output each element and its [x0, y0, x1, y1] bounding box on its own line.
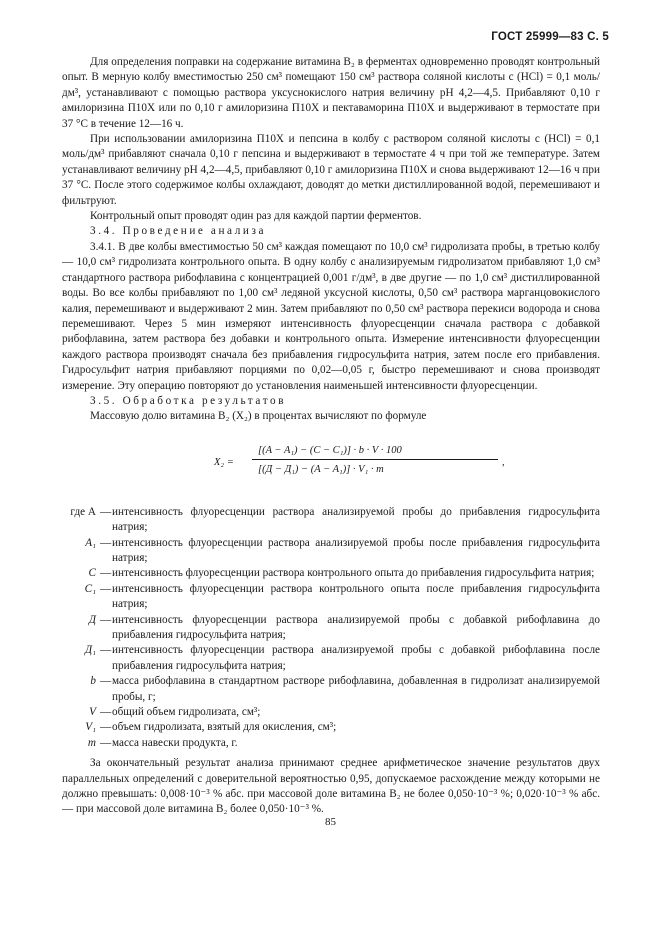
paragraph: 3.4.1. В две колбы вместимостью 50 см³ каждая помещают по 10,0 см³ гидролизата пробы, в третью колбу — 10,0 см³ гидролизата контрольного опыта. В одну колбу с анализируемым гидролизатом прибавляют 1,0 см³ стандартного раствора рибофлавина с концентрацией 0,001 г/дм³, в две другие — по 1,0 см³ дистиллированной воды. Во все колбы прибавляют по 1,00 см³ ледяной уксусной кислоты, 0,50 см³ раствора марганцовокислого калия, перемешивают и выдерживают 2 мин. Затем прибавляют по 0,50 см³ раствора перекиси водорода и снова перемешивают. Через 5 мин измеряют интенсивность флуоресценции сначала раствора с добавкой рибофлавина, затем раствора без добавки и контрольного опыта. Измерение интенсивности флуоресценции каждого раствора производят сначала без прибавления гидросульфита натрия, затем после его прибавления. Гидросульфит натрия прибавляют порциями по 0,02—0,05 г, быстро перемешивают и снова производят измерение. Эту операцию повторяют до установления наименьшей интенсивности флуоресценции.: [62, 240, 600, 392]
section-heading: 3.5. Обработка результатов: [90, 394, 287, 407]
definition-item: V — общий объем гидролизата, см³;: [62, 705, 600, 720]
definition-text: общий объем гидролизата, см³;: [112, 706, 261, 719]
paragraph: Для определения поправки на содержание витамина B₂ в ферментах одновременно проводят контрольный опыт. В мерную колбу вместимостью 250 см³ помещают 150 см³ раствора соляной кислоты c (HCl) = 0,1 моль/дм³, устанавливают с помощью раствора уксуснокислого натрия величину рН 4,2—4,5. Прибавляют 0,10 г амилоризина П10Х или по 0,10 г амилоризина П10Х и пектаваморина П10Х и выдерживают в термостате при 37 °С в течение 12—16 ч.: [62, 56, 600, 130]
definition-symbol: C₁: [84, 582, 96, 595]
definition-item: C — интенсивность флуоресценции раствора контрольного опыта до прибавления гидросульфита натрия;: [62, 566, 600, 581]
definition-text: интенсивность флуоресценции раствора анализируемой пробы после прибавления гидросульфита натрия;: [112, 536, 600, 564]
definition-symbol: V₁: [85, 721, 96, 734]
definitions-list: [62, 505, 600, 752]
definition-symbol: где A: [70, 505, 96, 518]
definition-text: интенсивность флуоресценции раствора анализируемой пробы с добавкой рибофлавина после прибавления гидросульфита натрия;: [112, 644, 600, 672]
definition-text: интенсивность флуоресценции раствора анализируемой пробы до прибавления гидросульфита натрия;: [112, 505, 600, 534]
definition-item: Д — интенсивность флуоресценции раствора анализируемой пробы с добавкой рибофлавина до прибавления гидросульфита натрия;: [62, 613, 600, 644]
paragraph: За окончательный результат анализа принимают среднее арифметическое значение результатов двух параллельных определений с доверительной вероятностью 0,95, допускаемое расхождение между которыми не должно превышать: 0,008·10⁻³ % абс. при массовой доле витамина B₂ не более 0,050·10⁻³ %; 0,020·10⁻³ % абс. — при массовой доле витамина B₂ более 0,050·10⁻³ %.: [62, 757, 600, 816]
definition-text: интенсивность флуоресценции раствора контрольного опыта после прибавления гидросульфита натрия;: [112, 582, 600, 611]
definition-text: масса рибофлавина в стандартном растворе рибофлавина, добавленная в гидролизат анализируемой пробы, г;: [112, 675, 600, 703]
definition-symbol: m: [87, 736, 96, 749]
definition-symbol: Д₁: [84, 644, 96, 657]
paragraph: При использовании амилоризина П10Х и пепсина в колбу с раствором соляной кислоты c (HCl) = 0,1 моль/дм³ прибавляют сначала 0,10 г пепсина и выдерживают в термостате 4 ч при той же температуре. Затем устанавливают величину рН 4,2—4,5, прибавляют 0,10 г амилоризина П10Х и снова выдерживают 12—16 ч при 37 °С. После этого содержимое колбы охлаждают, доводят до метки дистиллированной водой, перемешивают и фильтруют.: [62, 133, 600, 207]
section-heading: 3.4. Проведение анализа: [90, 225, 267, 238]
formula-lhs: X₂ =: [214, 456, 234, 468]
definition-text: объем гидролизата, взятый для окисления, см³;: [112, 721, 337, 734]
definition-text: масса навески продукта, г.: [112, 736, 238, 749]
definition-item: C₁ — интенсивность флуоресценции раствора контрольного опыта после прибавления гидросульфита натрия;: [62, 582, 600, 613]
definition-item: b — масса рибофлавина в стандартном растворе рибофлавина, добавленная в гидролизат анализируемой пробы, г;: [62, 674, 600, 705]
definition-symbol: V: [89, 706, 96, 719]
definition-item: где A — интенсивность флуоресценции раствора анализируемой пробы до прибавления гидросульфита натрия;: [62, 505, 600, 536]
definition-symbol: A₁: [85, 536, 96, 549]
formula: [62, 439, 600, 493]
page-number: 85: [325, 816, 336, 828]
definition-item: Д₁ — интенсивность флуоресценции раствора анализируемой пробы с добавкой рибофлавина после прибавления гидросульфита натрия;: [62, 643, 600, 674]
definition-item: V₁ — объем гидролизата, взятый для окисления, см³;: [62, 720, 600, 735]
definition-text: интенсивность флуоресценции раствора контрольного опыта до прибавления гидросульфита натрия;: [112, 567, 595, 580]
document-body: [62, 55, 600, 818]
fraction-bar: [252, 459, 498, 460]
page-header: ГОСТ 25999—83 С. 5: [491, 31, 609, 43]
definition-text: интенсивность флуоресценции раствора анализируемой пробы с добавкой рибофлавина до прибавления гидросульфита натрия;: [112, 613, 600, 641]
formula-trailing: ,: [502, 456, 505, 468]
formula-numerator: [(A − A₁) − (C − C₁)] · b · V · 100: [258, 444, 402, 456]
definition-symbol: b: [90, 675, 96, 688]
paragraph: Контрольный опыт проводят один раз для каждой партии ферментов.: [90, 210, 422, 223]
definition-symbol: Д: [88, 613, 96, 626]
definition-item: A₁ — интенсивность флуоресценции раствора анализируемой пробы после прибавления гидросульфита натрия;: [62, 536, 600, 567]
paragraph: Массовую долю витамина B₂ (X₂) в процентах вычисляют по формуле: [90, 410, 427, 423]
formula-denominator: [(Д − Д₁) − (A − A₁)] · V₁ · m: [258, 463, 384, 475]
definition-symbol: C: [88, 567, 96, 580]
definition-item: m — масса навески продукта, г.: [62, 736, 600, 751]
